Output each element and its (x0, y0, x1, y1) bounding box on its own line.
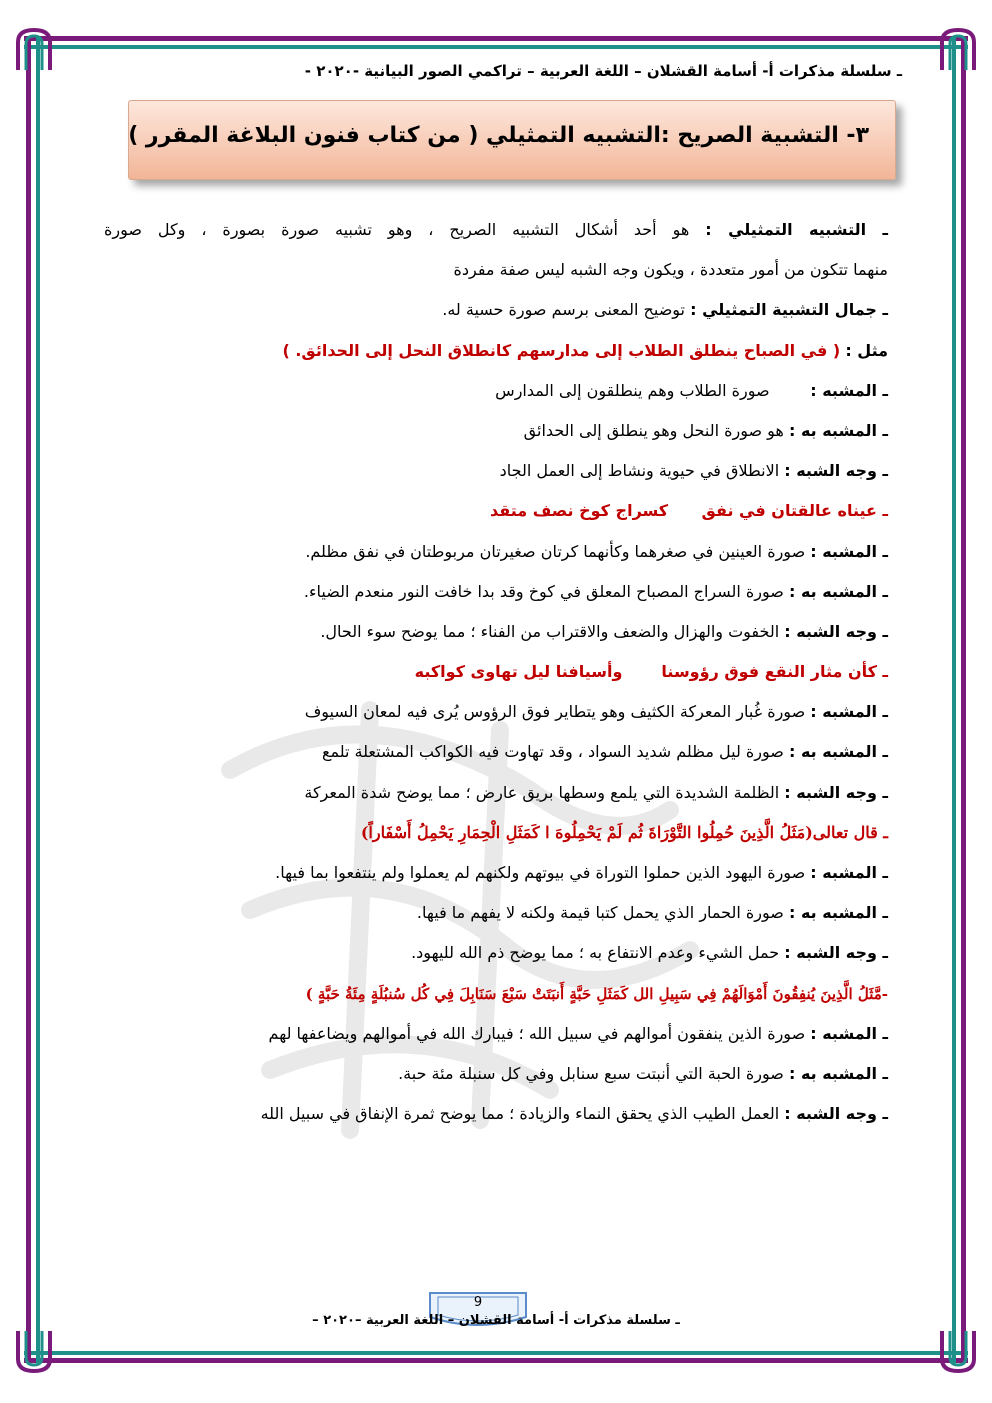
bihi-text: صورة الحمار الذي يحمل كتبا قيمة ولكنه لا يفهم ما فيها. (416, 903, 784, 923)
bihi-label: ـ المشبه به : (788, 420, 888, 440)
example-line (104, 331, 888, 371)
frame-bottom-outer (24, 1358, 968, 1363)
frame-top-inner (24, 45, 968, 49)
ex5-mushabbah (104, 1014, 888, 1054)
verse-2 (104, 652, 888, 692)
verse-1 (104, 491, 888, 531)
wajh-text: الخفوت والهزال والضعف والاقتراب من الفناء ؛ مما يوضح سوء الحال. (320, 621, 780, 641)
quran-text: -مَّثَلُ الَّذِينَ يُنفِقُونَ أَمْوَالَهُمْ فِي سَبِيلِ الل كَمَثَلِ حَبَّةٍ أَنبَتَتْ سَبْعَ سَنَابِلَ فِي كُل سُنبُلَةٍ مِئَةُ حَبَّةٍ ) (305, 984, 888, 1003)
bihi-text: صورة ليل مظلم شديد السواد ، وقد تهاوت فيه الكواكب المشتعلة تلمع (321, 742, 784, 762)
mushabbah-text: صورة الذين ينفقون أموالهم في سبيل الله ؛ فيبارك الله في أموالهم ويضاعفها لهم (268, 1023, 806, 1043)
quran-text: ـ قال تعالى(مَثَلُ الَّذِينَ حُمِلُوا التَّوْرَاةَ ثُم لَمْ يَحْمِلُوهَ ا كَمَثَلِ الْحِمَارِ يَحْمِلُ أَسْفَاراً) (360, 822, 888, 842)
definition-line-1 (104, 210, 888, 250)
bihi-text: صورة السراج المصباح المعلق في كوخ وقد بدا خافت النور منعدم الضياء. (303, 581, 784, 601)
mushabbah-text: صورة الطلاب وهم ينطلقون إلى المدارس (495, 380, 770, 400)
frame-right-outer (961, 36, 966, 1363)
page-footer (0, 1291, 992, 1341)
wajh-label: ـ وجه الشبه : (784, 1104, 888, 1124)
definition-text-1: هو أحد أشكال التشبيه الصريح ، وهو تشبيه صورة بصورة ، وكل صورة (104, 220, 690, 239)
example-text: ( في الصباح ينطلق الطلاب إلى مدارسهم كانطلاق النحل إلى الحدائق. ) (282, 340, 841, 360)
wajh-label: ـ وجه الشبه : (784, 943, 888, 963)
frame-bottom-inner (24, 1351, 968, 1355)
ex2-wajh (104, 612, 888, 652)
example-label: مثل : (845, 340, 888, 360)
wajh-text: الانطلاق في حيوية ونشاط إلى العمل الجاد (499, 461, 780, 481)
bihi-label: ـ المشبه به : (788, 903, 888, 923)
definition-label: ـ التشبيه التمثيلي : (705, 220, 889, 239)
wajh-text: العمل الطيب الذي يحقق النماء والزيادة ؛ مما يوضح ثمرة الإنفاق في سبيل الله (260, 1104, 780, 1124)
mushabbah-label: ـ المشبه : (810, 541, 888, 561)
frame-left-outer (26, 36, 31, 1363)
wajh-label: ـ وجه الشبه : (784, 461, 888, 481)
definition-line-2 (104, 250, 888, 290)
ex4-bihi (104, 893, 888, 933)
ex5-wajh (104, 1094, 888, 1134)
frame-left-inner (36, 36, 40, 1363)
ex3-wajh (104, 773, 888, 813)
quran-verse-2 (104, 974, 888, 1014)
main-content (104, 210, 888, 1134)
bihi-label: ـ المشبه به : (788, 1063, 888, 1083)
section-title: ٣- التشبية الصريح :التشبيه التمثيلي ( من كتاب فنون البلاغة المقرر ) (128, 123, 869, 148)
mushabbah-label: ـ المشبه : (810, 702, 888, 722)
series-header: ـ سلسلة مذكرات أ- أسامة القشلان – اللغة العربية – تراكمي الصور البيانية -٢٠٢٠ - (304, 62, 902, 80)
footer-text: ـ سلسلة مذكرات أ- أسامة القشلان – اللغة العربية –٢٠٢٠ – (312, 1313, 680, 1328)
ex3-mushabbah (104, 692, 888, 732)
bihi-label: ـ المشبه به : (788, 581, 888, 601)
ex2-mushabbah (104, 532, 888, 572)
ex4-wajh (104, 933, 888, 973)
wajh-label: ـ وجه الشبه : (784, 782, 888, 802)
ex2-bihi (104, 572, 888, 612)
ex1-bihi (104, 411, 888, 451)
beauty-label: ـ جمال التشبية التمثيلي : (690, 300, 888, 320)
section-title-box (128, 100, 896, 180)
frame-right-inner (952, 36, 956, 1363)
ex1-mushabbah (104, 371, 888, 411)
mushabbah-label: ـ المشبه : (810, 863, 888, 882)
mushabbah-label: ـ المشبه : (810, 1023, 888, 1043)
corner-ornament-icon (938, 26, 978, 72)
definition-text-2: منهما تتكون من أمور متعددة ، ويكون وجه الشبه ليس صفة مفردة (453, 260, 888, 280)
ex5-bihi (104, 1054, 888, 1094)
corner-ornament-icon (14, 26, 54, 72)
ex3-bihi (104, 732, 888, 772)
mushabbah-label: ـ المشبه : (810, 380, 888, 400)
ex1-wajh (104, 451, 888, 491)
ex4-mushabbah (104, 853, 888, 893)
mushabbah-text: صورة غُبار المعركة الكثيف وهو يتطاير فوق الرؤوس يُرى فيه لمعان السيوف (304, 702, 806, 722)
bihi-text: هو صورة النحل وهو ينطلق إلى الحدائق (523, 420, 784, 440)
quran-verse-1 (104, 813, 888, 853)
frame-top-outer (24, 36, 968, 41)
beauty-line (104, 290, 888, 330)
page-number: 9 (473, 1295, 483, 1310)
bihi-text: صورة الحبة التي أنبتت سبع سنابل وفي كل سنبلة مئة حبة. (398, 1063, 784, 1083)
verse-text: ـ عيناه عالقتان في نفق كسراج كوخ نصف متقد (489, 501, 888, 521)
verse-text: ـ كأن مثار النقع فوق رؤوسنا وأسيافنا ليل تهاوى كواكبه (414, 662, 888, 682)
beauty-text: توضيح المعنى برسم صورة حسية له. (442, 300, 685, 320)
mushabbah-text: صورة العينين في صغرهما وكأنهما كرتان صغيرتان مربوطتان في نفق مظلم. (305, 541, 806, 561)
wajh-label: ـ وجه الشبه : (784, 621, 888, 641)
wajh-text: حمل الشيء وعدم الانتفاع به ؛ مما يوضح ذم الله لليهود. (411, 943, 780, 963)
wajh-text: الظلمة الشديدة التي يلمع وسطها بريق عارض ؛ مما يوضح شدة المعركة (304, 782, 780, 802)
mushabbah-text: صورة اليهود الذين حملوا التوراة في بيوتهم ولكنهم لم يعملوا ولم ينتفعوا بما فيها. (275, 863, 806, 882)
bihi-label: ـ المشبه به : (788, 742, 888, 762)
